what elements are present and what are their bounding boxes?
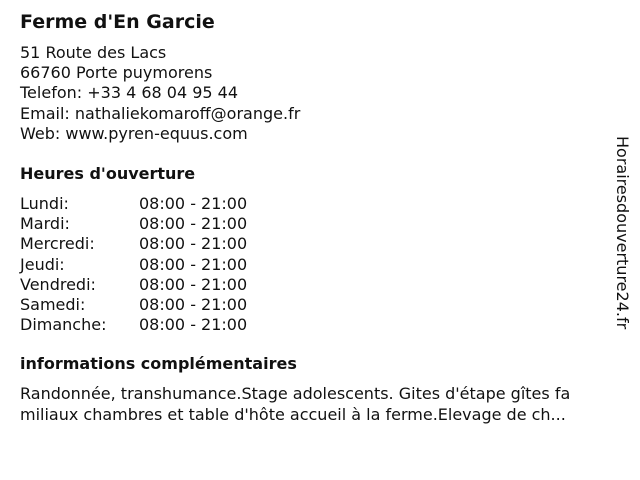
info-line: miliaux chambres et table d'hôte accueil à la ferme.Elevage de ch... — [20, 405, 566, 424]
info-line: Randonnée, transhumance.Stage adolescents. Gites d'étape gîtes fa — [20, 384, 571, 403]
website: Web: www.pyren-equus.com — [20, 123, 248, 143]
time-range: 08:00 - 21:00 — [139, 294, 248, 314]
email-address: Email: nathaliekomaroff@orange.fr — [20, 103, 301, 123]
day-label: Lundi: — [20, 194, 69, 213]
additional-info-text — [20, 383, 616, 425]
opening-hours-table — [20, 194, 280, 335]
hours-row-tuesday — [20, 214, 280, 234]
city-address: 66760 Porte puymorens — [20, 63, 213, 83]
hours-row-friday — [20, 275, 280, 295]
day-label: Jeudi: — [20, 254, 65, 274]
site-watermark: Horairesdouverture24.fr — [613, 136, 632, 330]
day-label: Dimanche: — [20, 315, 107, 335]
phone-number: Telefon: +33 4 68 04 95 44 — [20, 83, 239, 103]
time-range: 08:00 - 21:00 — [139, 254, 248, 274]
time-range: 08:00 - 21:00 — [139, 194, 248, 213]
time-range: 08:00 - 21:00 — [139, 274, 248, 294]
day-label: Mardi: — [20, 214, 70, 234]
day-label: Vendredi: — [20, 274, 96, 294]
hours-row-thursday — [20, 255, 280, 275]
hours-row-wednesday — [20, 234, 280, 254]
day-label: Samedi: — [20, 294, 86, 314]
day-label: Mercredi: — [20, 234, 95, 254]
business-name: Ferme d'En Garcie — [20, 11, 215, 33]
time-range: 08:00 - 21:00 — [139, 214, 248, 234]
street-address: 51 Route des Lacs — [20, 43, 167, 62]
hours-row-sunday — [20, 315, 280, 335]
additional-info-heading: informations complémentaires — [20, 354, 297, 373]
opening-hours-heading: Heures d'ouverture — [20, 164, 196, 183]
time-range: 08:00 - 21:00 — [139, 315, 248, 335]
contact-block — [20, 43, 300, 144]
hours-row-saturday — [20, 295, 280, 315]
hours-row-monday — [20, 194, 280, 214]
time-range: 08:00 - 21:00 — [139, 234, 248, 254]
